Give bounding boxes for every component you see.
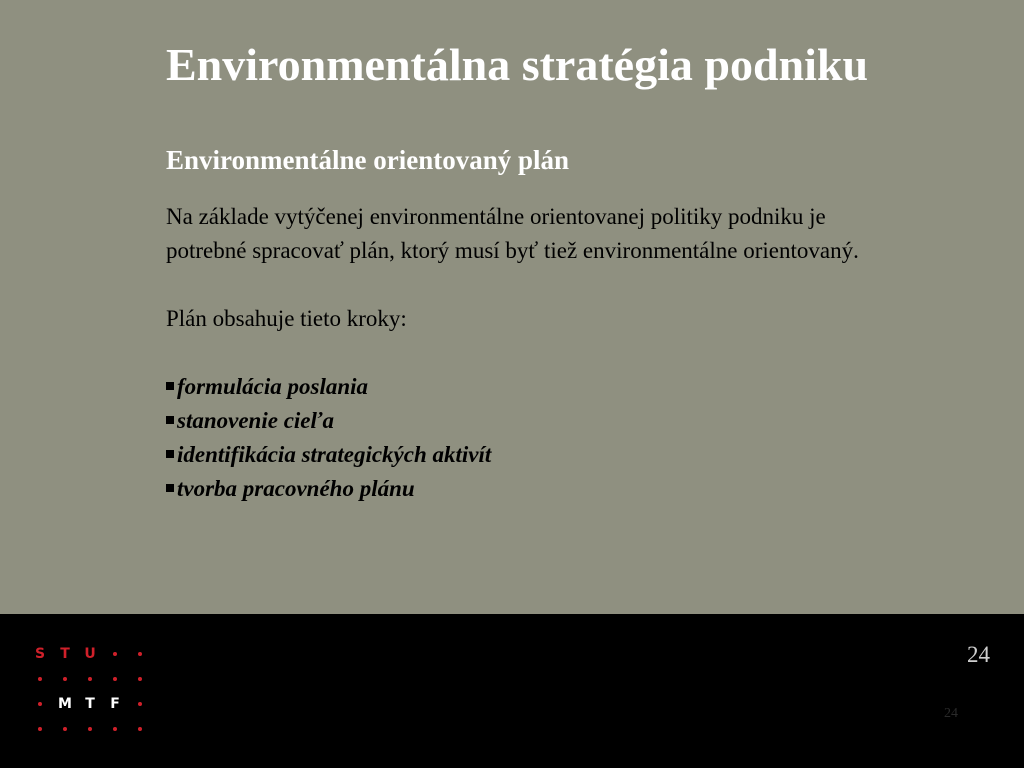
page-number: 24 (967, 642, 990, 667)
slide-subtitle: Environmentálne orientovaný plán (166, 145, 570, 175)
square-bullet-icon (166, 416, 174, 424)
step-label: formulácia poslania (177, 374, 369, 399)
list-item (166, 370, 886, 404)
logo-letter: F (110, 696, 120, 712)
slide-body (166, 200, 886, 506)
step-label: stanovenie cieľa (177, 408, 334, 433)
square-bullet-icon (166, 450, 174, 458)
logo-letter: M (58, 696, 72, 712)
step-label: tvorba pracovného plánu (177, 476, 415, 501)
list-item (166, 472, 886, 506)
ghost-page-number: 24 (944, 706, 958, 721)
stu-mtf-logo (30, 644, 160, 744)
steps-intro: Plán obsahuje tieto kroky: (166, 306, 407, 331)
slide-title: Environmentálna stratégia podniku (166, 39, 869, 90)
logo-letter: T (85, 696, 95, 712)
slide-footer (0, 614, 1024, 768)
logo-letter: S (34, 646, 46, 662)
square-bullet-icon (166, 484, 174, 492)
list-item (166, 404, 886, 438)
list-item (166, 438, 886, 472)
square-bullet-icon (166, 382, 174, 390)
body-paragraph: Na základe vytýčenej environmentálne orientovanej politiky podniku je potrebné spracovať plán, ktorý musí byť tiež environmentálne orientovaný. (166, 204, 859, 263)
step-label: identifikácia strategických aktivít (177, 442, 492, 467)
logo-letter: U (84, 646, 96, 662)
steps-list (166, 370, 886, 506)
logo-letter: T (60, 646, 70, 662)
